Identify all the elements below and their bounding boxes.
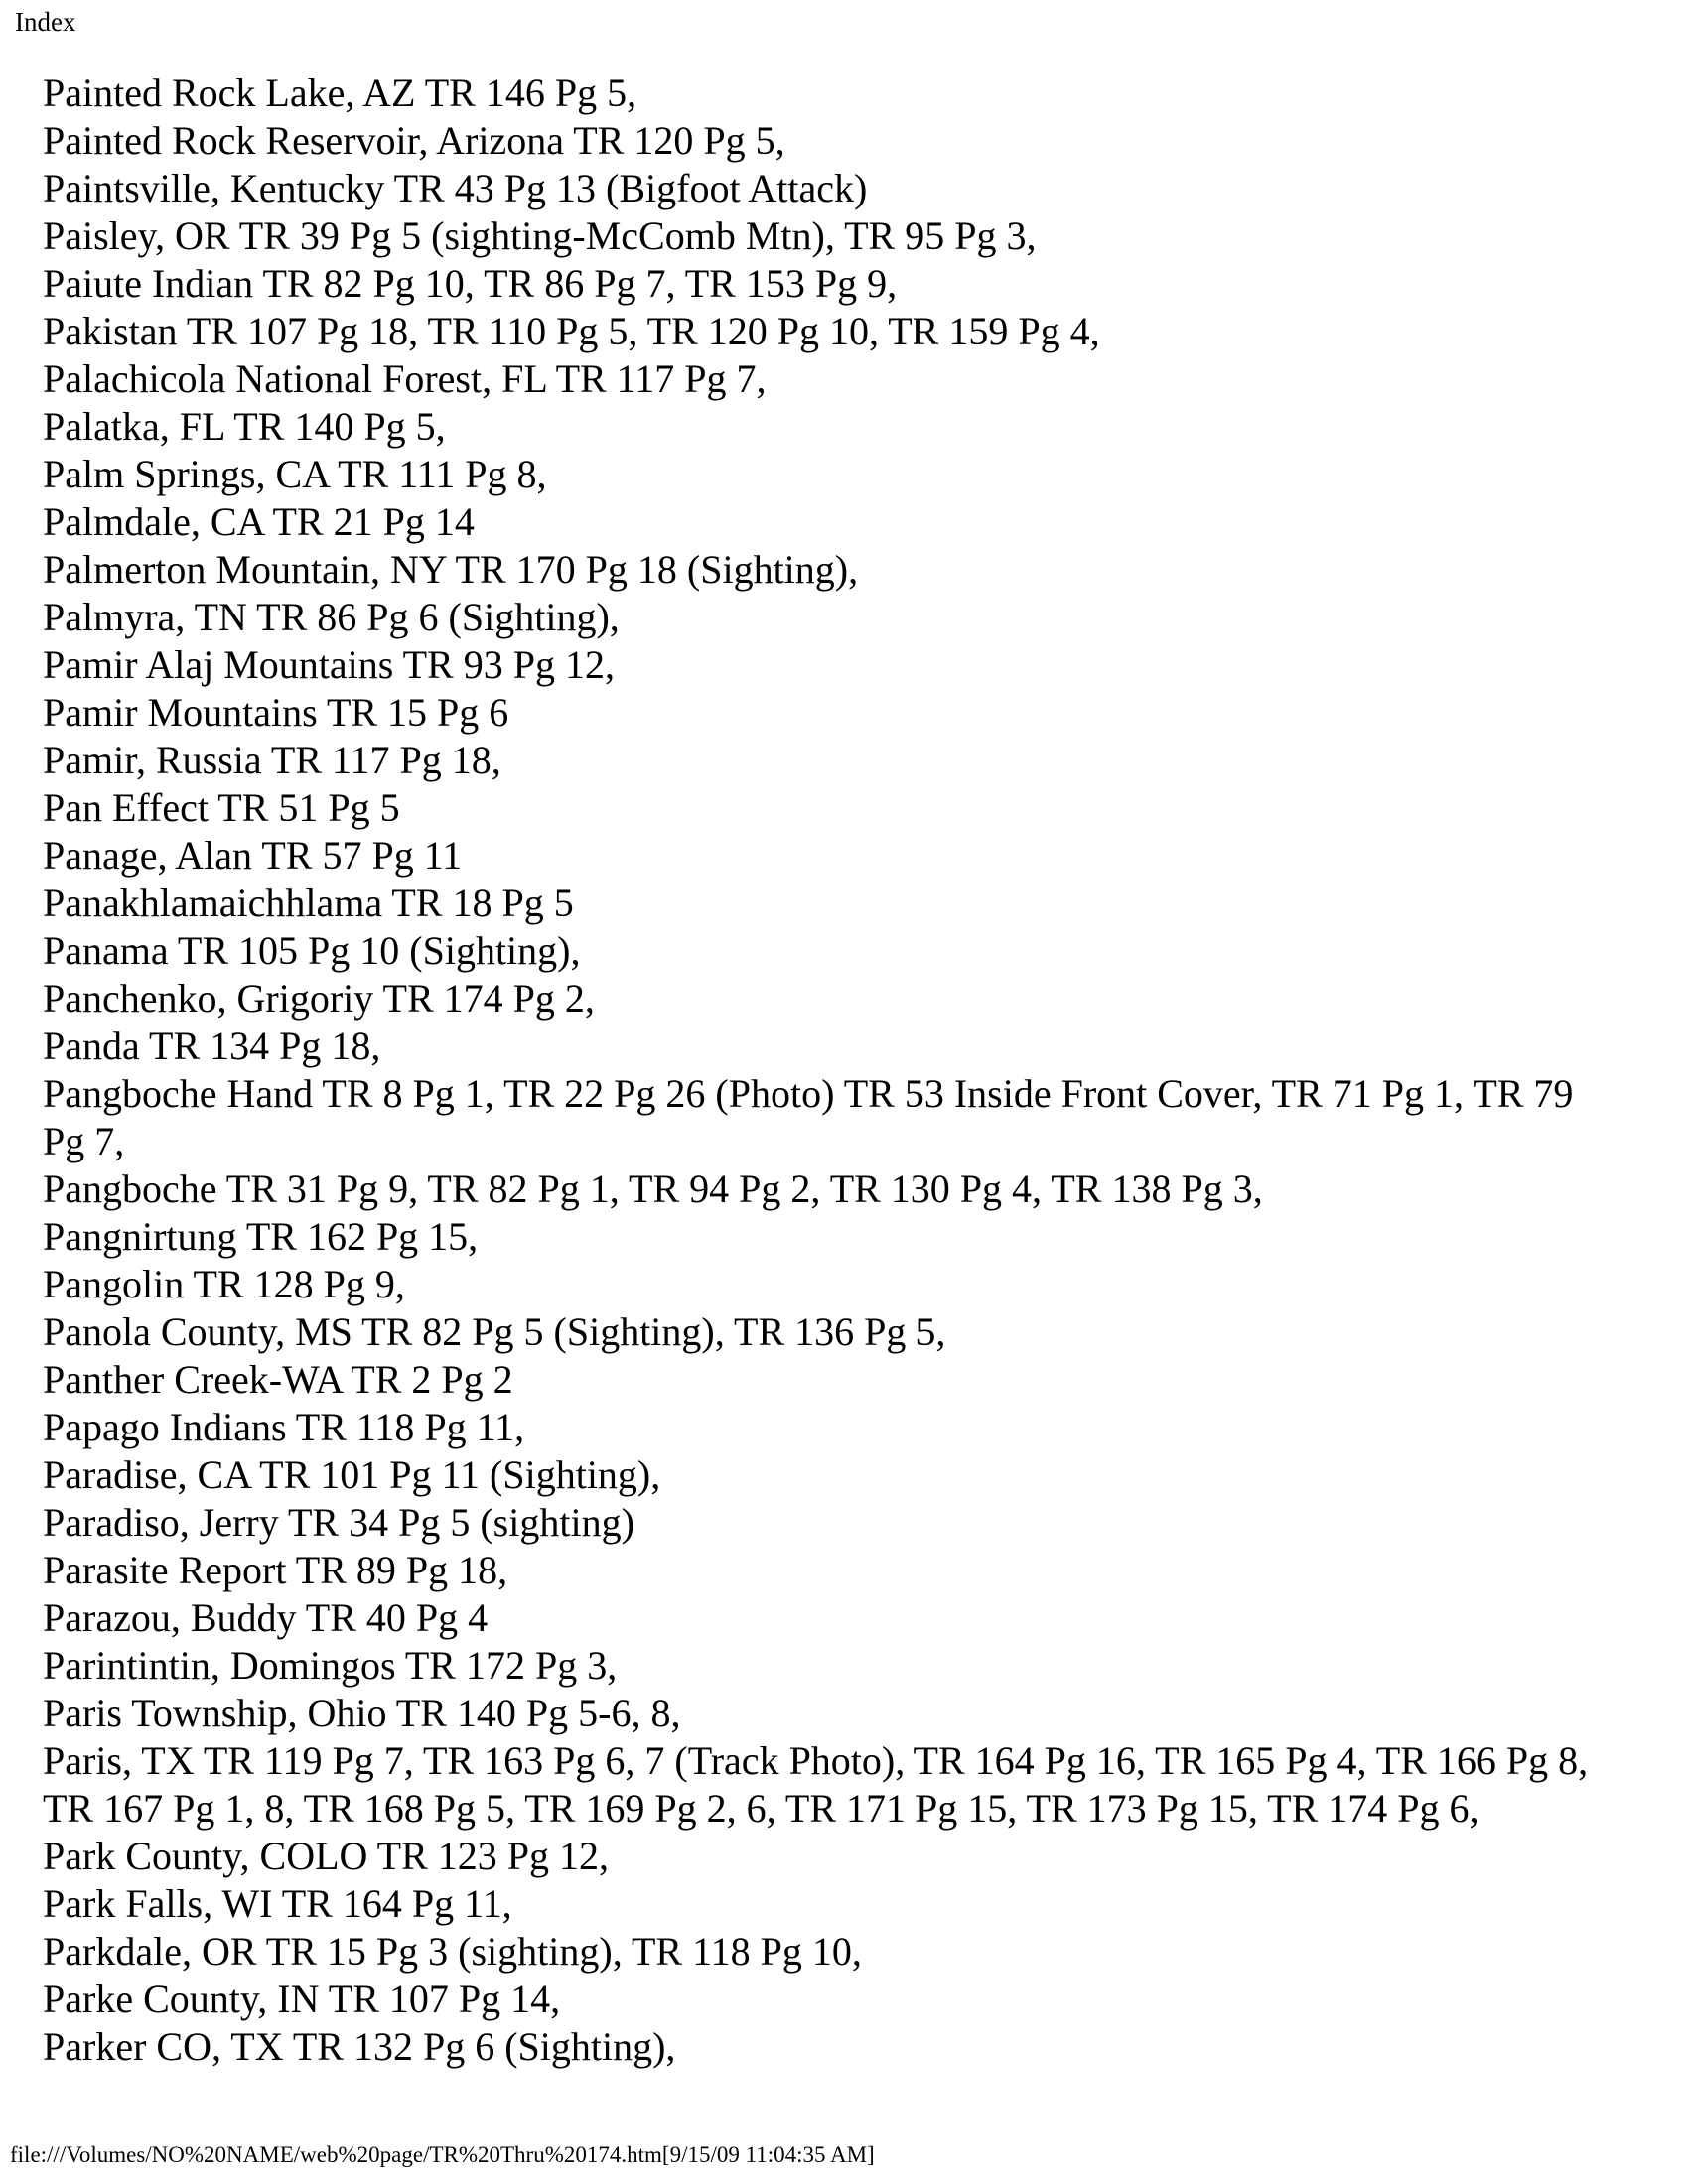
index-line: Panchenko, Grigoriy TR 174 Pg 2, — [43, 976, 595, 1021]
index-line: Palm Springs, CA TR 111 Pg 8, — [43, 452, 547, 496]
page-title: Index — [15, 7, 76, 37]
index-line: Panage, Alan TR 57 Pg 11 — [43, 833, 463, 878]
index-line: Parkdale, OR TR 15 Pg 3 (sighting), TR 118 Pg 10, — [43, 1929, 862, 1974]
index-line: Pangnirtung TR 162 Pg 15, — [43, 1214, 479, 1259]
index-line: Panakhlamaichhlama TR 18 Pg 5 — [43, 881, 574, 925]
index-line: Paris Township, Ohio TR 140 Pg 5-6, 8, — [43, 1691, 681, 1735]
index-line: Palmerton Mountain, NY TR 170 Pg 18 (Sighting), — [43, 547, 859, 592]
index-line: Papago Indians TR 118 Pg 11, — [43, 1405, 525, 1449]
index-line: Panda TR 134 Pg 18, — [43, 1024, 381, 1068]
index-line: Pamir Mountains TR 15 Pg 6 — [43, 690, 509, 735]
index-line: Paiute Indian TR 82 Pg 10, TR 86 Pg 7, TR 153 Pg 9, — [43, 261, 898, 306]
index-line: Palmyra, TN TR 86 Pg 6 (Sighting), — [43, 595, 620, 639]
index-line: Pg 7, — [43, 1119, 125, 1163]
index-line: Palachicola National Forest, FL TR 117 Pg 7, — [43, 356, 767, 401]
index-line: Park Falls, WI TR 164 Pg 11, — [43, 1881, 512, 1926]
index-line: Paradiso, Jerry TR 34 Pg 5 (sighting) — [43, 1500, 634, 1545]
index-line: Paris, TX TR 119 Pg 7, TR 163 Pg 6, 7 (Track Photo), TR 164 Pg 16, TR 165 Pg 4, TR 166 Pg 8, — [43, 1738, 1589, 1783]
index-line: Park County, COLO TR 123 Pg 12, — [43, 1834, 610, 1878]
index-line: Paradise, CA TR 101 Pg 11 (Sighting), — [43, 1452, 661, 1497]
index-line: Panola County, MS TR 82 Pg 5 (Sighting), TR 136 Pg 5, — [43, 1309, 946, 1354]
index-line: Painted Rock Reservoir, Arizona TR 120 Pg 5, — [43, 118, 785, 163]
index-line: Painted Rock Lake, AZ TR 146 Pg 5, — [43, 70, 637, 115]
index-line: Panther Creek-WA TR 2 Pg 2 — [43, 1357, 513, 1402]
index-line: Paintsville, Kentucky TR 43 Pg 13 (Bigfoot Attack) — [43, 166, 868, 210]
index-line: Parasite Report TR 89 Pg 18, — [43, 1548, 508, 1592]
index-line: Parker CO, TX TR 132 Pg 6 (Sighting), — [43, 2024, 676, 2069]
index-line: Panama TR 105 Pg 10 (Sighting), — [43, 928, 581, 973]
index-line: Pangboche Hand TR 8 Pg 1, TR 22 Pg 26 (Photo) TR 53 Inside Front Cover, TR 71 Pg 1, TR 79 — [43, 1071, 1574, 1116]
index-line: Pakistan TR 107 Pg 18, TR 110 Pg 5, TR 120 Pg 10, TR 159 Pg 4, — [43, 309, 1100, 353]
index-line: Parazou, Buddy TR 40 Pg 4 — [43, 1595, 489, 1640]
index-line: Pamir Alaj Mountains TR 93 Pg 12, — [43, 642, 615, 687]
index-line: TR 167 Pg 1, 8, TR 168 Pg 5, TR 169 Pg 2, 6, TR 171 Pg 15, TR 173 Pg 15, TR 174 Pg 6, — [43, 1786, 1479, 1831]
index-line: Paisley, OR TR 39 Pg 5 (sighting-McComb Mtn), TR 95 Pg 3, — [43, 213, 1037, 258]
index-line: Pangboche TR 31 Pg 9, TR 82 Pg 1, TR 94 Pg 2, TR 130 Pg 4, TR 138 Pg 3, — [43, 1166, 1263, 1211]
index-line: Palatka, FL TR 140 Pg 5, — [43, 404, 446, 449]
index-line: Pamir, Russia TR 117 Pg 18, — [43, 738, 501, 782]
file-path-footer: file:///Volumes/NO%20NAME/web%20page/TR%20Thru%20174.htm[9/15/09 11:04:35 AM] — [10, 2142, 875, 2167]
index-entry-list — [43, 69, 1588, 2071]
index-line: Parintintin, Domingos TR 172 Pg 3, — [43, 1643, 618, 1688]
index-line: Pangolin TR 128 Pg 9, — [43, 1262, 405, 1306]
index-line: Parke County, IN TR 107 Pg 14, — [43, 1977, 561, 2021]
index-line: Palmdale, CA TR 21 Pg 14 — [43, 499, 475, 544]
index-line: Pan Effect TR 51 Pg 5 — [43, 785, 400, 830]
